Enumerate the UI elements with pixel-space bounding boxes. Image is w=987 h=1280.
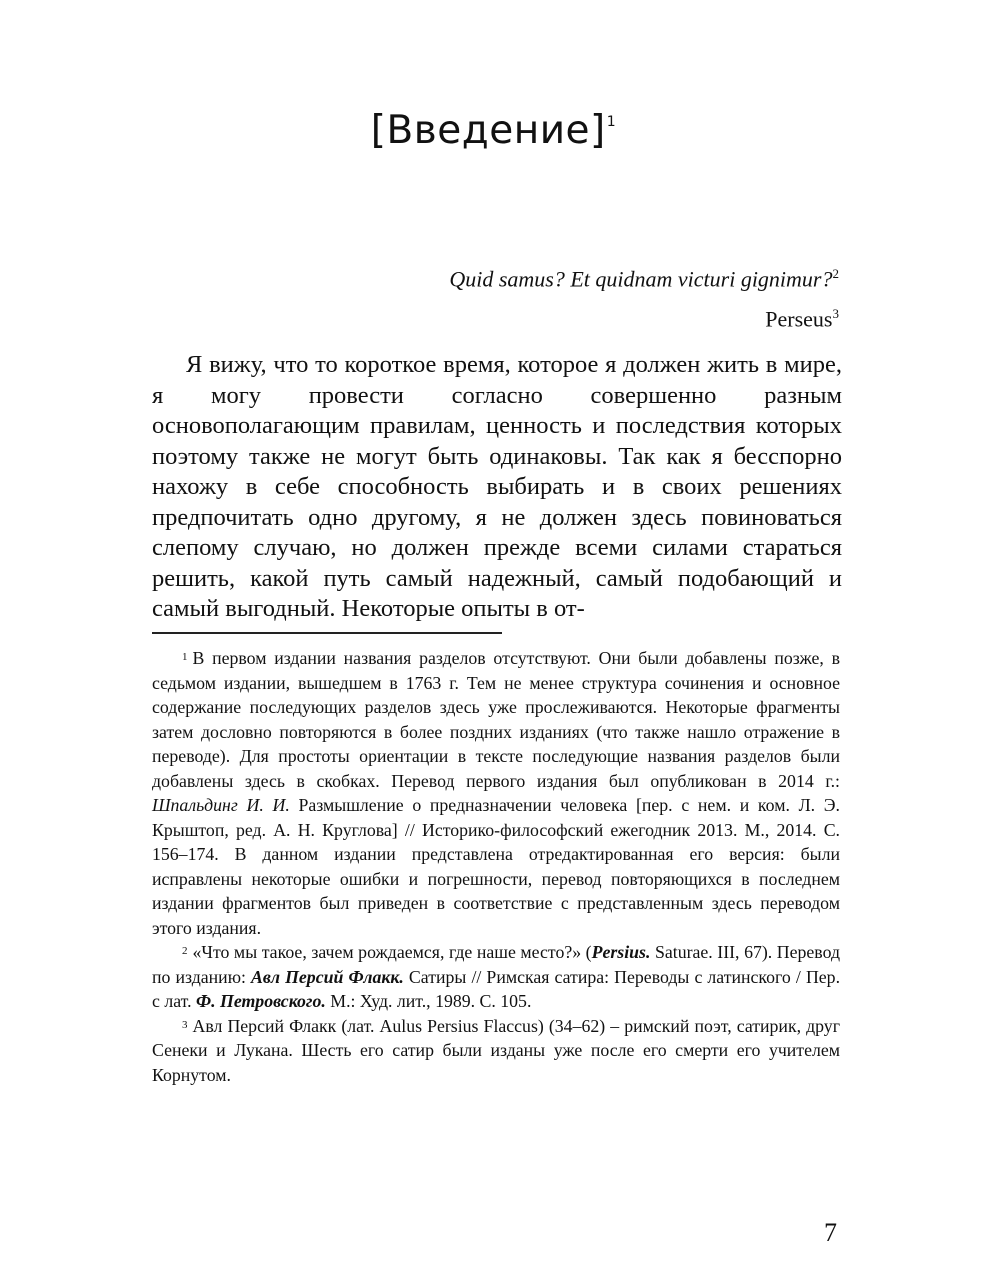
body-paragraph: Я вижу, что то короткое время, которое я должен жить в мире, я могу провести согласно совершенно разным основополагающим правилам, ценность и последствия которых поэтому также не могут быть одинаковы. Так как я бесспорно нахожу в себе способность выбирать и в своих решениях предпочитать одно другому, я не должен здесь повиноваться слепому случаю, но должен прежде всеми силами стараться решить, какой путь самый надежный, самый подобающий и самый выгодный. Некоторые опыты в от- xyxy=(152,351,842,622)
epigraph-author-line xyxy=(449,296,839,336)
footnote-1-number: 1 xyxy=(182,651,188,663)
footnote-1-author: Шпальдинг И. И. xyxy=(152,795,290,815)
footnote-2-text-b: Saturae. III, 67). Перевод по изданию: xyxy=(152,942,840,987)
footnote-2-translator: Ф. Петровского. xyxy=(195,991,326,1011)
page-number: 7 xyxy=(824,1218,837,1247)
footnotes xyxy=(152,646,840,1087)
footnote-2-text-a: «Что мы такое, зачем рождаемся, где наше место?» ( xyxy=(192,942,592,962)
footnote-1 xyxy=(152,646,840,940)
footnote-2 xyxy=(152,940,840,1014)
epigraph-quote: Quid samus? Et quidnam victuri gignimur? xyxy=(449,266,833,292)
footnote-2-text-d: М.: Худ. лит., 1989. С. 105. xyxy=(330,991,532,1011)
epigraph-quote-line xyxy=(449,256,839,296)
footnote-2-persius: Persius. xyxy=(591,942,651,962)
epigraph-quote-ref: 2 xyxy=(832,266,839,281)
footnote-1-text-a: В первом издании названия разделов отсутствуют. Они были добавлены позже, в седьмом издании, вышедшем в 1763 г. Тем не менее структура сочинения и основное содержание последующих разделов здесь уже прослеживаются. Некоторые фрагменты затем дословно повторяются в более поздних изданиях (что также нашло отражение в переводе). Для простоты ориентации в тексте последующие названия разделов были добавлены здесь в скобках. Перевод первого издания был опубликован в 2014 г.: xyxy=(152,648,840,791)
footnote-1-text-b: Размышление о предназначении человека [пер. с нем. и ком. Л. Э. Крыштоп, ред. А. Н. Круглова] // Историко-философский ежегодник 2013. М., 2014. С. 156–174. В данном издании представлена отредактированная его версия: были исправлены некоторые ошибки и погрешности, перевод повторяющихся в последнем издании фрагментов был приведен в соответствие с представленным здесь переводом этого издания. xyxy=(152,795,840,938)
title-footnote-ref: 1 xyxy=(606,114,617,130)
epigraph xyxy=(449,256,839,337)
footnote-3 xyxy=(152,1014,840,1088)
epigraph-author-ref: 3 xyxy=(832,306,839,322)
footnote-2-number: 2 xyxy=(182,945,188,957)
footnote-3-text: Авл Персий Флакк (лат. Aulus Persius Flaccus) (34–62) – римский поэт, сатирик, друг Сенеки и Лукана. Шесть его сатир были изданы уже после его смерти его учителем Корнутом. xyxy=(152,1015,840,1085)
footnote-2-text-c: Сатиры // Римская сатира: Переводы с латинского / Пер. с лат. xyxy=(152,966,841,1011)
footnote-3-number: 3 xyxy=(182,1018,188,1031)
chapter-title-text: [Введение] xyxy=(370,108,606,153)
footnote-2-author: Авл Персий Флакк. xyxy=(251,966,404,987)
chapter-title xyxy=(0,108,987,153)
footnote-separator xyxy=(152,632,502,634)
main-text xyxy=(152,350,842,625)
epigraph-author: Perseus xyxy=(765,306,833,332)
